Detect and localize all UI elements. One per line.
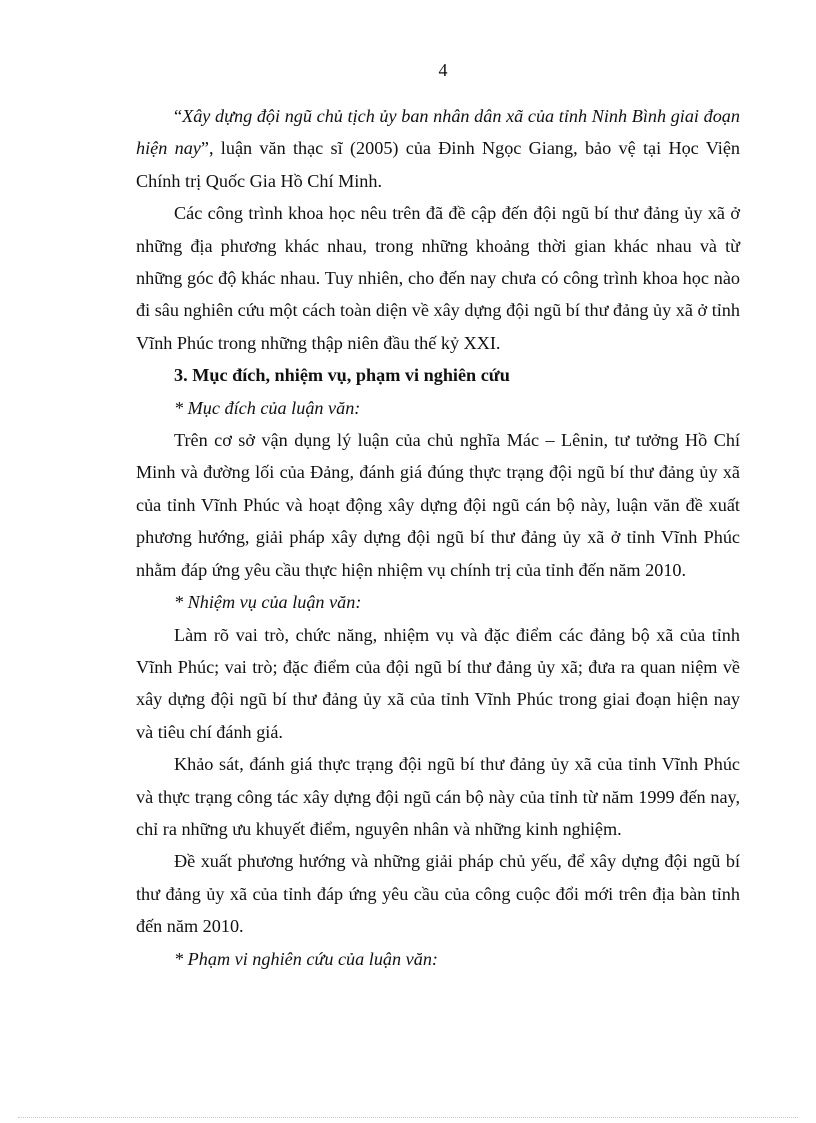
task-paragraph-3: Đề xuất phương hướng và những giải pháp chủ yếu, để xây dựng đội ngũ bí thư đảng ủy xã của tỉnh đáp ứng yêu cầu của công cuộc đổi mới trên địa bàn tỉnh đến năm 2010. (136, 851, 740, 937)
citation-paragraph (136, 100, 740, 197)
purpose-paragraph: Trên cơ sở vận dụng lý luận của chủ nghĩa Mác – Lênin, tư tưởng Hồ Chí Minh và đường lối của Đảng, đánh giá đúng thực trạng đội ngũ bí thư đảng ủy xã của tỉnh Vĩnh Phúc và hoạt động xây dựng đội ngũ cán bộ này, luận văn đề xuất phương hướng, giải pháp xây dựng đội ngũ bí thư đảng ủy xã ở tỉnh Vĩnh Phúc nhằm đáp ứng yêu cầu thực hiện nhiệm vụ chính trị của tỉnh đến năm 2010. (136, 430, 740, 580)
purpose-subheading: * Mục đích của luận văn: (174, 397, 361, 418)
thesis-title: Xây dựng đội ngũ chủ tịch ủy ban nhân dân xã của tỉnh Ninh Bình giai đoạn hiện nay (136, 106, 740, 159)
tasks-subheading: * Nhiệm vụ của luận văn: (174, 592, 362, 613)
section-heading: 3. Mục đích, nhiệm vụ, phạm vi nghiên cứu (174, 365, 510, 386)
page-number: 4 (438, 60, 448, 80)
scope-subheading: * Phạm vi nghiên cứu của luận văn: (174, 948, 438, 969)
page-bottom-divider (18, 1117, 798, 1118)
document-body (136, 100, 740, 975)
summary-paragraph: Các công trình khoa học nêu trên đã đề cập đến đội ngũ bí thư đảng ủy xã ở những địa phương khác nhau, trong những khoảng thời gian khác nhau và từ những góc độ khác nhau. Tuy nhiên, cho đến nay chưa có công trình khoa học nào đi sâu nghiên cứu một cách toàn diện về xây dựng đội ngũ bí thư đảng ủy xã ở tỉnh Vĩnh Phúc trong những thập niên đầu thế kỷ XXI. (136, 203, 740, 353)
task-paragraph-2: Khảo sát, đánh giá thực trạng đội ngũ bí thư đảng ủy xã của tỉnh Vĩnh Phúc và thực trạng công tác xây dựng đội ngũ cán bộ này của tỉnh từ năm 1999 đến nay, chỉ ra những ưu khuyết điểm, nguyên nhân và những kinh nghiệm. (136, 754, 740, 839)
task-paragraph-1: Làm rõ vai trò, chức năng, nhiệm vụ và đặc điểm các đảng bộ xã của tỉnh Vĩnh Phúc; vai trò; đặc điểm của đội ngũ bí thư đảng ủy xã; đưa ra quan niệm về xây dựng đội ngũ bí thư đảng ủy xã của tỉnh Vĩnh Phúc trong giai đoạn hiện nay và tiêu chí đánh giá. (136, 624, 740, 742)
open-quote: “ (174, 106, 183, 126)
citation-details: ”, luận văn thạc sĩ (2005) của Đinh Ngọc Giang, bảo vệ tại Học Viện Chính trị Quốc Gia Hồ Chí Minh. (136, 138, 740, 191)
